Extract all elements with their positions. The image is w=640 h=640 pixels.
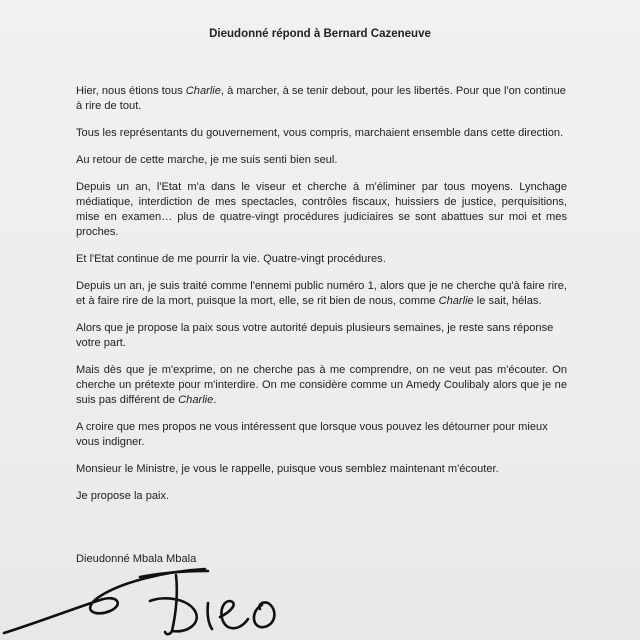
signature-name: Dieudonné Mbala Mbala — [76, 553, 197, 565]
charlie-italic: Charlie — [178, 394, 214, 406]
paragraph-3: Au retour de cette marche, je me suis senti bien seul. — [76, 154, 338, 166]
paragraph-1: Hier, nous étions tous Charlie, à marcher, à se tenir debout, pour les libertés. Pour que l'on continue à rire de tout. — [76, 85, 566, 112]
paragraph-9: A croire que mes propos ne vous intéressent que lorsque vous pouvez les détourner pour mieux vous indigner. — [76, 421, 548, 448]
paragraph-4: Depuis un an, l'Etat m'a dans le viseur et cherche à m'éliminer par tous moyens. Lynchage médiatique, interdiction de mes spectacles, contrôles fiscaux, huissiers de justice, perquisitions, mise en examen… plus de quatre-vingt procédures judiciaires se sont abattues sur moi et mes proches. — [76, 181, 567, 238]
letter-body — [76, 84, 567, 516]
paragraph-5: Et l'Etat continue de me pourrir la vie. Quatre-vingt procédures. — [76, 253, 386, 265]
paragraph-7: Alors que je propose la paix sous votre autorité depuis plusieurs semaines, je reste sans réponse votre part. — [76, 322, 554, 349]
charlie-italic: Charlie — [185, 85, 221, 97]
handwritten-signature — [0, 555, 320, 640]
charlie-italic: Charlie — [438, 295, 474, 307]
paragraph-6: Depuis un an, je suis traité comme l'ennemi public numéro 1, alors que je ne cherche qu'à faire rire, et à faire rire de la mort, puisque la mort, elle, se rit bien de nous, comme Charlie le sait, hélas. — [76, 280, 567, 307]
paragraph-11: Je propose la paix. — [76, 490, 170, 502]
paragraph-2: Tous les représentants du gouvernement, vous compris, marchaient ensemble dans cette direction. — [76, 127, 564, 139]
paragraph-10: Monsieur le Ministre, je vous le rappelle, puisque vous semblez maintenant m'écouter. — [76, 463, 499, 475]
letter-title: Dieudonné répond à Bernard Cazeneuve — [209, 28, 431, 40]
paragraph-8: Mais dès que je m'exprime, on ne cherche pas à me comprendre, on ne veut pas m'écouter. On cherche un prétexte pour m'interdire. On me considère comme un Amedy Coulibaly alors que je ne suis pas différent de Charlie. — [76, 364, 567, 406]
